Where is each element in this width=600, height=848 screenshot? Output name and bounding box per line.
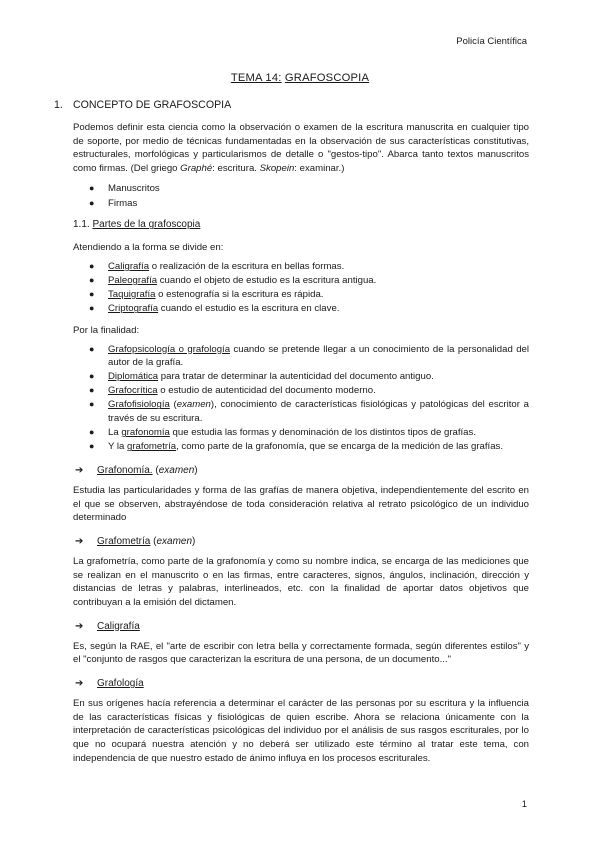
intro-text-a: Podemos definir esta ciencia como la observación o examen de la escritura manuscrita en cualquier tipo de soporte, por medio de técnicas fundamentadas en la observación de sus características constitutivas, estructurales, morfológicas y particularismos de detalle o "gestos-tipo". Abarca tanto textos manuscritos como firmas. (Del griego [73,122,529,174]
list-item-text: ( [169,399,177,411]
term: Criptografía [108,303,159,315]
list-item [73,302,529,316]
list-item-text: cuando el objeto de estudio es la escritura antigua. [157,275,377,287]
section-1-title: CONCEPTO DE GRAFOSCOPIA [73,99,232,111]
bullet-icon: ● [89,399,95,410]
list-item [73,197,529,211]
term: grafometría [127,441,177,453]
bullet-icon: ● [89,371,95,382]
list-item-text: o realización de la escritura en bellas formas. [149,260,345,272]
list-item-text: La [108,427,122,439]
term: Paleografía [108,275,158,287]
title-prefix: TEMA 14: [230,72,282,84]
list-item [73,288,529,302]
grafologia-heading [73,677,529,691]
document-body [54,98,530,772]
section-1-1-number: 1.1. [73,219,90,231]
list-item-text: ), conocimiento de características fisiológicas y patológicas del escritor a través de su escritura. [108,399,529,425]
bullet-icon: ● [89,289,95,300]
list-item [73,398,529,425]
title-main: GRAFOSCOPIA [284,72,370,84]
subheading-title: Caligrafía [97,620,140,632]
list-item-text: Y la [108,441,128,453]
grafologia-text: En sus orígenes hacía referencia a determinar el carácter de las personas por su escritura y la influencia de las características físicas y fisiológicas de quien escribe. Ahora se relaciona únicamente con la interpretación de características psicológicas del individuo por el análisis de sus rasgos escriturales, por lo que no ocupará nuestra atención y no deberá ser utilizado este término al tratar este tema, con independencia de que nuestro estado de ánimo influya en los procesos escriturales. [73,698,529,764]
list-item-text: cuando el estudio es la escritura en clave. [158,303,340,315]
term: Taquigrafía [108,289,156,301]
list-item [73,182,529,196]
grafometria-heading [73,535,529,549]
bullet-icon: ● [89,260,95,271]
intro-text-c: : examinar.) [294,162,345,174]
finalidad-lead: Por la finalidad: [73,324,140,336]
forma-list [73,260,529,316]
finalidad-list [73,343,529,454]
paren-open: ( [150,535,157,547]
term: Grafocrítica [108,385,158,397]
section-1-heading [54,98,529,113]
section-1-number: 1. [54,99,63,111]
intro-paragraph [73,121,529,175]
term: grafonomía [121,427,170,439]
subheading-title: Grafometría [97,535,151,547]
subheading-title: Grafología [97,677,144,689]
page-number: 1 [521,799,527,810]
list-item-text: cuando se pretende llegar a un conocimiento de la personalidad del autor de la grafía. [108,343,530,369]
term: Grafofisiología [108,399,170,411]
subheading-title: Grafonomía. [97,464,153,476]
arrow-icon: ➔ [75,677,84,689]
italic-word: examen [156,535,193,547]
list-item-text: para tratar de determinar la autenticidad del documento antiguo. [158,371,434,383]
list-item [73,440,529,454]
caligrafia-heading [73,620,529,634]
intro-graphe: Graphé [180,162,213,174]
list-item [73,343,529,370]
bullet-icon: ● [89,427,95,438]
header-org: Policía Científica [456,36,527,47]
bullet-icon: ● [89,275,95,286]
term: Caligrafía [108,260,150,272]
forma-lead: Atendiendo a la forma se divide en: [73,242,224,254]
grafometria-text: La grafometría, como parte de la grafonomía y como su nombre indica, se encarga de las mediciones que se realizan en el manuscrito o en las firmas, entre caracteres, signos, ángulos, inclinación, dirección y distancias de letras y palabras, interlineados, etc. con la finalidad de aportar datos objetivos que contribuyan a la emisión del dictamen. [73,556,529,608]
intro-skopein: Skopein [259,162,295,174]
section-1-1-title: Partes de la grafoscopia [92,219,201,231]
arrow-icon: ➔ [75,535,84,547]
list-item [73,384,529,398]
list-item-text: Manuscritos [108,183,160,195]
bullet-icon: ● [89,385,95,396]
intro-list [73,182,529,210]
bullet-icon: ● [89,441,95,452]
italic-word: examen [158,464,195,476]
term: Grafopsicología o grafología [108,343,231,355]
arrow-icon: ➔ [75,464,84,476]
grafonomia-text: Estudia las particularidades y forma de las grafías de manera objetiva, independientemente del escrito en el que se observen, abstrayéndose de toda consideración relativa al retrato psicológico de un individuo determinado [73,485,529,524]
list-item-text: , como parte de la grafonomía, que se encarga de la medición de las grafías. [176,441,504,453]
caligrafia-text: Es, según la RAE, el "arte de escribir con letra bella y correctamente formada, según diferentes estilos" y el "conjunto de rasgos que caracterizan la escritura de una persona, de un documento..." [73,640,529,666]
bullet-icon: ● [89,303,95,314]
list-item-text: que estudia las formas y denominación de los distintos tipos de grafías. [169,427,476,439]
paren-close: ) [192,535,196,547]
list-item-text: o estudio de autenticidad del documento moderno. [157,385,376,397]
bullet-icon: ● [89,183,95,194]
list-item-text: Firmas [108,197,138,209]
paren-open: ( [152,464,159,476]
list-item-text: o estenografía si la escritura es rápida. [155,289,324,301]
section-1-1-heading [73,218,529,232]
italic-word: examen [176,399,211,411]
bullet-icon: ● [89,343,95,354]
list-item [73,260,529,274]
term: Diplomática [108,371,159,383]
page-title [0,71,600,87]
bullet-icon: ● [89,197,95,208]
list-item [73,370,529,384]
list-item [73,274,529,288]
intro-text-b: : escritura. [212,162,260,174]
arrow-icon: ➔ [75,620,84,632]
list-item [73,426,529,440]
grafonomia-heading [73,464,529,478]
paren-close: ) [194,464,198,476]
